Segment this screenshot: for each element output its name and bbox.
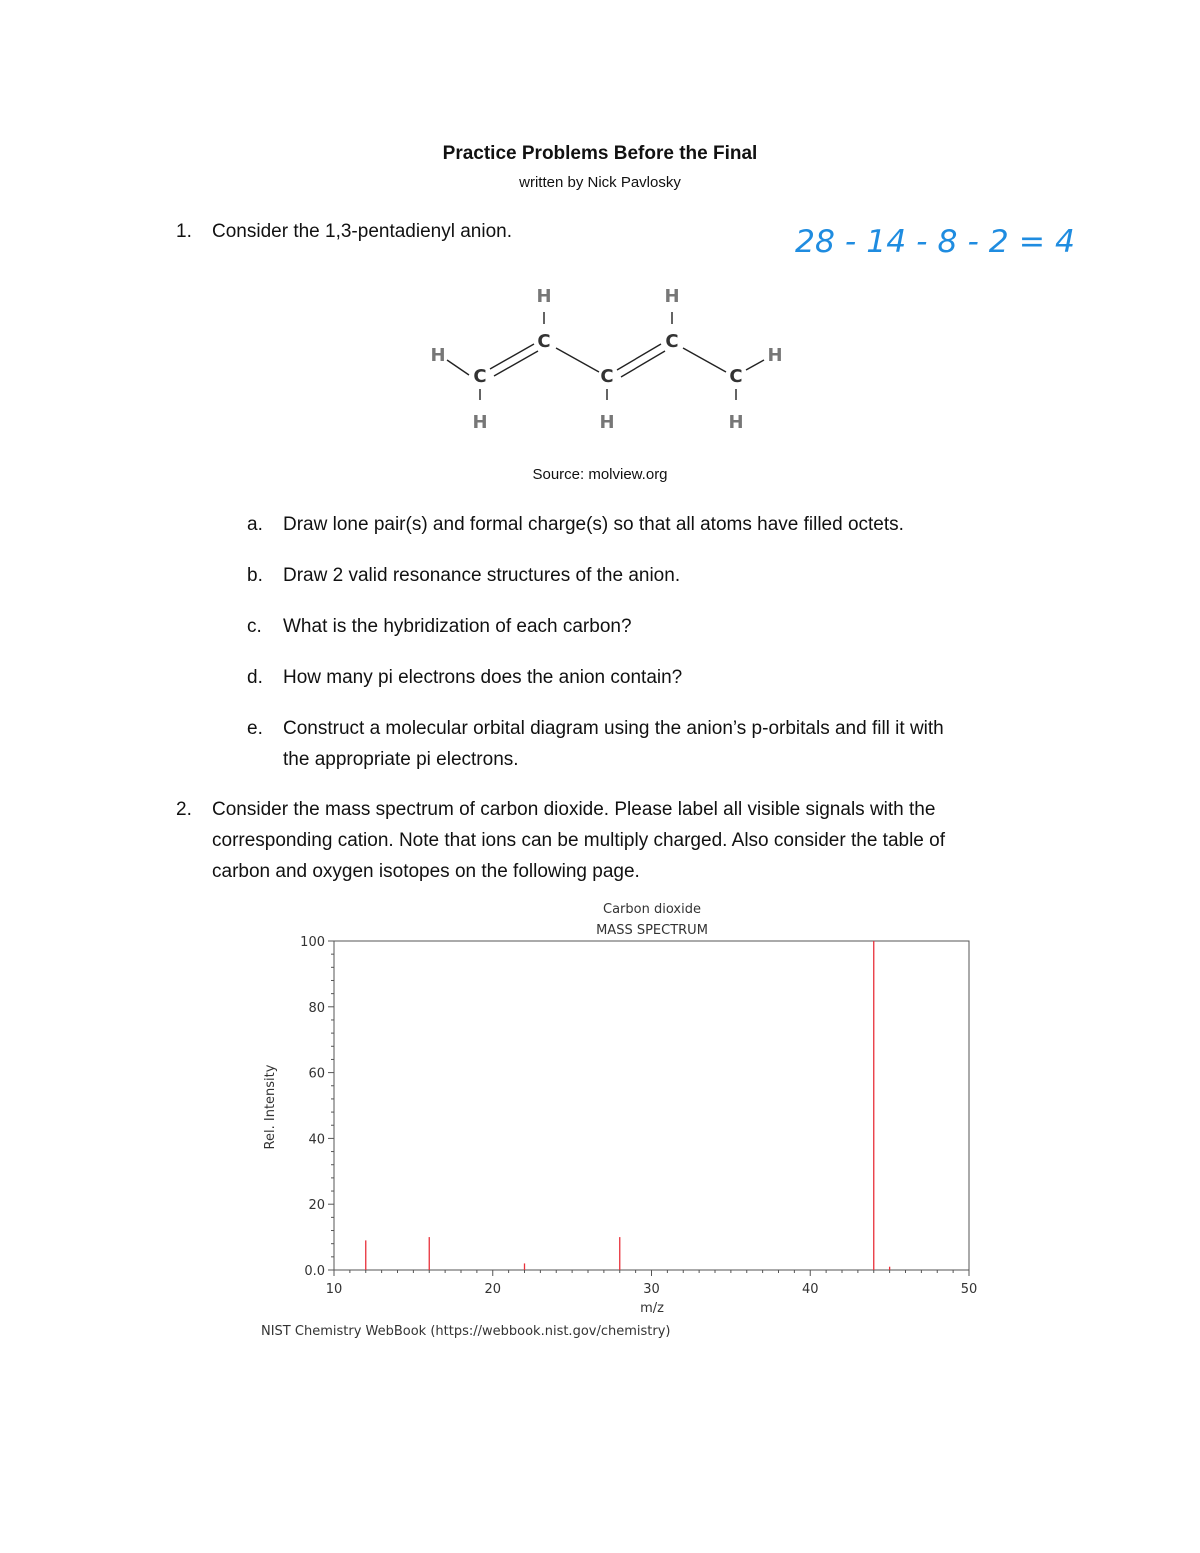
y-tick-label: 20 [308, 1198, 325, 1214]
chart-source-footer: NIST Chemistry WebBook (https://webbook.nist.gov/chemistry) [261, 1324, 671, 1339]
x-tick-label: 30 [643, 1282, 660, 1297]
hydrogen-label: H [472, 412, 488, 433]
pentadienyl-anion-structure [420, 278, 800, 438]
chart-subtitle: MASS SPECTRUM [596, 923, 708, 938]
part-d-letter: d. [247, 667, 263, 688]
hydrogen-label: H [767, 345, 783, 366]
part-a-text: Draw lone pair(s) and formal charge(s) so that all atoms have filled octets. [283, 514, 904, 535]
hydrogen-label: H [728, 412, 744, 433]
part-e-text-line-1: Construct a molecular orbital diagram using the anion’s p-orbitals and fill it with [283, 718, 944, 739]
part-d-text: How many pi electrons does the anion contain? [283, 667, 683, 688]
hydrogen-label: H [664, 286, 680, 307]
question-2-number: 2. [176, 799, 192, 820]
question-2-line-3: carbon and oxygen isotopes on the following page. [212, 861, 640, 882]
question-2-line-2: corresponding cation. Note that ions can be multiply charged. Also consider the table of [212, 830, 945, 851]
y-tick-label: 100 [300, 935, 325, 950]
question-1-number: 1. [176, 221, 192, 242]
author-line: written by Nick Pavlosky [519, 174, 681, 191]
hydrogen-label: H [430, 345, 446, 366]
x-tick-label: 40 [801, 1282, 819, 1297]
y-tick-label: 60 [308, 1066, 325, 1082]
part-c-text: What is the hybridization of each carbon? [283, 616, 632, 637]
chart-title: Carbon dioxide [603, 902, 701, 917]
carbon-1-label: C [473, 366, 487, 387]
question-2-line-1: Consider the mass spectrum of carbon dioxide. Please label all visible signals with the [212, 799, 936, 820]
handwritten-text: 28 - 14 - 8 - 2 = 4 [795, 224, 1075, 260]
hydrogen-label: H [599, 412, 615, 433]
part-e-letter: e. [247, 718, 263, 739]
question-1-text: Consider the 1,3-pentadienyl anion. [212, 221, 512, 242]
x-axis-label: m/z [640, 1301, 664, 1316]
part-c-letter: c. [247, 616, 262, 637]
y-tick-label: 80 [308, 1000, 325, 1016]
carbon-5-label: C [729, 366, 743, 387]
x-tick-label: 20 [484, 1282, 502, 1297]
mass-spectrum-chart [250, 895, 990, 1345]
handwritten-annotation [795, 218, 1085, 262]
carbon-3-label: C [600, 366, 614, 387]
image-source-caption: Source: molview.org [532, 466, 668, 483]
hydrogen-label: H [536, 286, 552, 307]
y-tick-label: 0.0 [304, 1264, 325, 1279]
part-b-letter: b. [247, 565, 263, 586]
carbon-2-label: C [537, 331, 551, 352]
part-b-text: Draw 2 valid resonance structures of the anion. [283, 565, 681, 586]
y-axis-label: Rel. Intensity [263, 1064, 278, 1150]
page-title: Practice Problems Before the Final [442, 143, 758, 164]
part-e-text-line-2: the appropriate pi electrons. [283, 749, 519, 770]
x-tick-label: 50 [960, 1282, 978, 1297]
y-tick-label: 40 [308, 1132, 325, 1148]
carbon-4-label: C [665, 331, 679, 352]
part-a-letter: a. [247, 514, 263, 535]
x-tick-label: 10 [325, 1282, 343, 1297]
